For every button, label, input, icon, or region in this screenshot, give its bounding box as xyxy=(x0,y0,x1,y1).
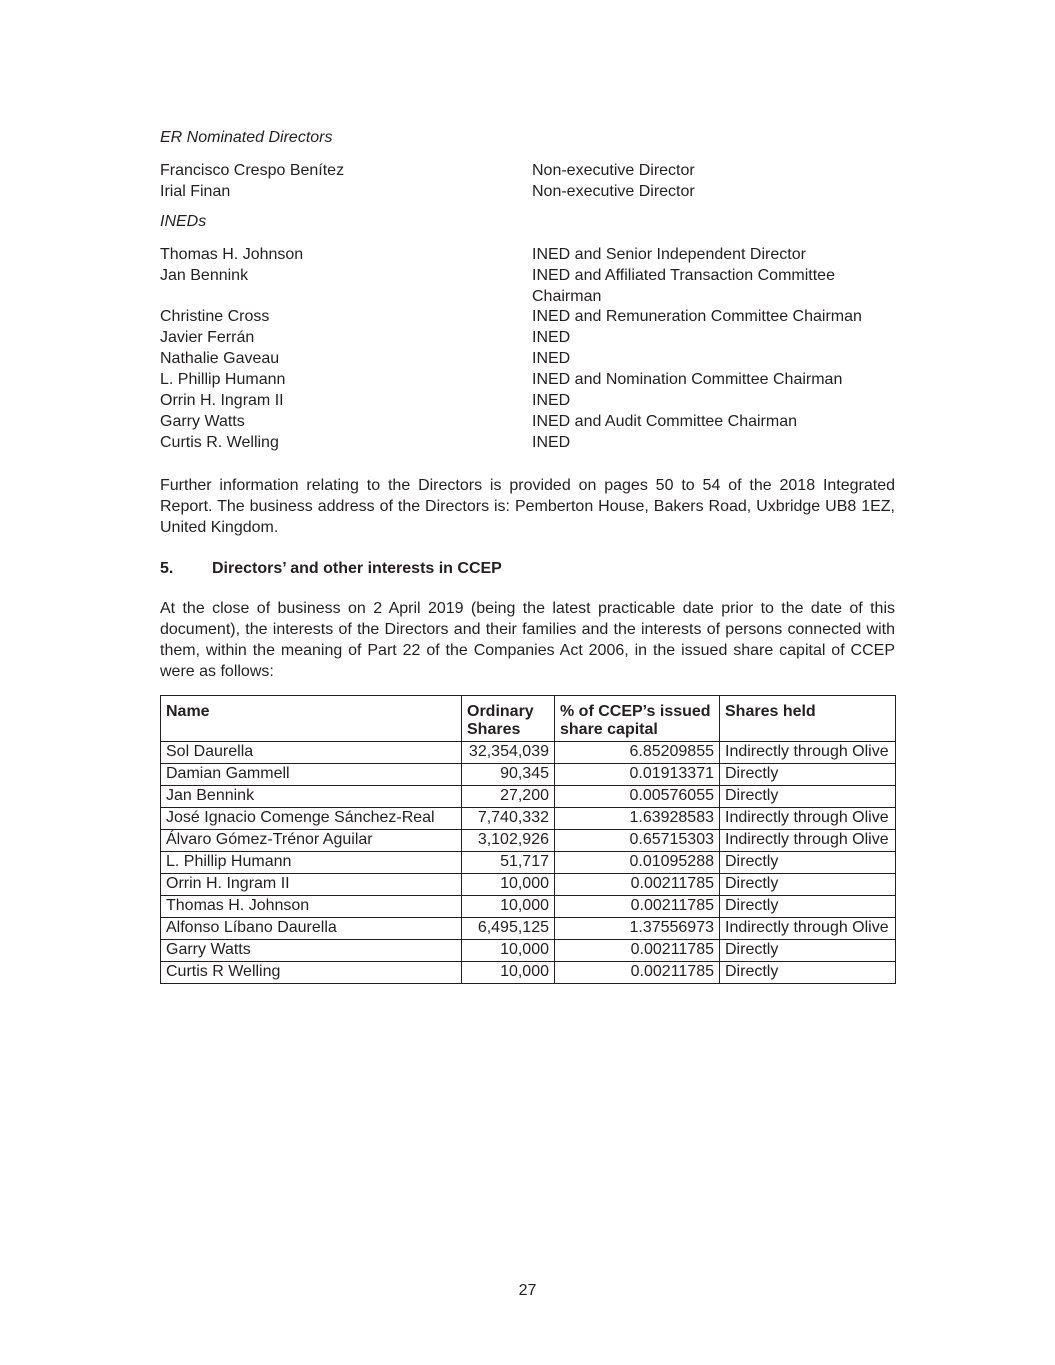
cell-name: L. Phillip Humann xyxy=(161,852,462,874)
cell-ordinary-shares: 3,102,926 xyxy=(462,830,555,852)
cell-name: Thomas H. Johnson xyxy=(161,896,462,918)
cell-pct-share-capital: 0.00211785 xyxy=(555,962,720,984)
cell-shares-held: Indirectly through Olive xyxy=(720,742,896,764)
director-row xyxy=(160,348,895,369)
cell-name: José Ignacio Comenge Sánchez-Real xyxy=(161,808,462,830)
cell-ordinary-shares: 10,000 xyxy=(462,896,555,918)
cell-pct-share-capital: 0.00576055 xyxy=(555,786,720,808)
cell-ordinary-shares: 32,354,039 xyxy=(462,742,555,764)
director-name: Jan Bennink xyxy=(160,267,249,284)
header-name: Name xyxy=(161,696,462,742)
section-number: 5. xyxy=(160,560,174,577)
cell-ordinary-shares: 90,345 xyxy=(462,764,555,786)
director-name: Garry Watts xyxy=(160,413,245,430)
director-row xyxy=(160,390,895,411)
cell-pct-share-capital: 0.01095288 xyxy=(555,852,720,874)
director-row xyxy=(160,327,895,348)
cell-shares-held: Directly xyxy=(720,786,896,808)
cell-ordinary-shares: 10,000 xyxy=(462,874,555,896)
table-row xyxy=(161,918,896,940)
header-pct-share-capital: % of CCEP’s issued share capital xyxy=(555,696,720,742)
cell-pct-share-capital: 0.00211785 xyxy=(555,896,720,918)
cell-ordinary-shares: 10,000 xyxy=(462,962,555,984)
director-row xyxy=(160,160,895,181)
cell-ordinary-shares: 27,200 xyxy=(462,786,555,808)
cell-shares-held: Directly xyxy=(720,852,896,874)
page-number: 27 xyxy=(518,1282,537,1299)
director-role: INED xyxy=(532,329,571,346)
table-row xyxy=(161,852,896,874)
director-name: Irial Finan xyxy=(160,183,231,200)
cell-pct-share-capital: 0.01913371 xyxy=(555,764,720,786)
cell-name: Jan Bennink xyxy=(161,786,462,808)
table-row xyxy=(161,742,896,764)
director-role: Non-executive Director xyxy=(532,162,695,179)
table-row xyxy=(161,808,896,830)
section-title: Directors’ and other interests in CCEP xyxy=(212,560,502,577)
director-name: Curtis R. Welling xyxy=(160,434,279,451)
table-row xyxy=(161,962,896,984)
director-role: INED xyxy=(532,350,571,367)
er-nominated-heading: ER Nominated Directors xyxy=(160,129,333,146)
table-row xyxy=(161,874,896,896)
director-name: Christine Cross xyxy=(160,308,270,325)
table-row xyxy=(161,830,896,852)
header-ordinary-shares: Ordinary Shares xyxy=(462,696,555,742)
cell-name: Garry Watts xyxy=(161,940,462,962)
director-row xyxy=(160,181,895,202)
director-role: INED and Audit Committee Chairman xyxy=(532,413,797,430)
director-role: INED and Remuneration Committee Chairman xyxy=(532,308,862,325)
ineds-heading: INEDs xyxy=(160,213,207,230)
director-role: INED xyxy=(532,392,571,409)
cell-name: Orrin H. Ingram II xyxy=(161,874,462,896)
director-role: INED and Affiliated Transaction Committee Chairman xyxy=(532,267,835,305)
director-name: Francisco Crespo Benítez xyxy=(160,162,345,179)
director-row xyxy=(160,432,895,453)
cell-name: Curtis R Welling xyxy=(161,962,462,984)
director-name: Orrin H. Ingram II xyxy=(160,392,284,409)
header-shares-held: Shares held xyxy=(720,696,896,742)
director-row xyxy=(160,369,895,390)
section-heading xyxy=(160,558,502,579)
director-role: INED and Nomination Committee Chairman xyxy=(532,371,843,388)
cell-name: Álvaro Gómez-Trénor Aguilar xyxy=(161,830,462,852)
table-row xyxy=(161,764,896,786)
cell-ordinary-shares: 51,717 xyxy=(462,852,555,874)
cell-ordinary-shares: 6,495,125 xyxy=(462,918,555,940)
director-row xyxy=(160,306,895,327)
cell-pct-share-capital: 6.85209855 xyxy=(555,742,720,764)
cell-shares-held: Indirectly through Olive xyxy=(720,808,896,830)
director-name: Javier Ferrán xyxy=(160,329,255,346)
table-row xyxy=(161,940,896,962)
cell-name: Sol Daurella xyxy=(161,742,462,764)
cell-ordinary-shares: 10,000 xyxy=(462,940,555,962)
section-intro-paragraph: At the close of business on 2 April 2019 (being the latest practicable date prior to the date of this document), the interests of the Directors and their families and the interests of persons connected with them, within the meaning of Part 22 of the Companies Act 2006, in the issued share capital of CCEP were as follows: xyxy=(160,600,895,680)
cell-ordinary-shares: 7,740,332 xyxy=(462,808,555,830)
director-name: Thomas H. Johnson xyxy=(160,246,304,263)
table-row xyxy=(161,786,896,808)
director-name: L. Phillip Humann xyxy=(160,371,286,388)
director-row xyxy=(160,244,895,265)
director-row xyxy=(160,265,895,307)
cell-shares-held: Directly xyxy=(720,940,896,962)
director-role: INED xyxy=(532,434,571,451)
director-role: Non-executive Director xyxy=(532,183,695,200)
director-name: Nathalie Gaveau xyxy=(160,350,280,367)
cell-shares-held: Directly xyxy=(720,896,896,918)
table-header-row xyxy=(161,696,896,742)
director-row xyxy=(160,411,895,432)
cell-name: Alfonso Líbano Daurella xyxy=(161,918,462,940)
director-role: INED and Senior Independent Director xyxy=(532,246,806,263)
cell-shares-held: Directly xyxy=(720,764,896,786)
table-row xyxy=(161,896,896,918)
cell-shares-held: Directly xyxy=(720,962,896,984)
cell-shares-held: Indirectly through Olive xyxy=(720,830,896,852)
cell-pct-share-capital: 1.63928583 xyxy=(555,808,720,830)
further-info-paragraph: Further information relating to the Directors is provided on pages 50 to 54 of the 2018 Integrated Report. The business address of the Directors is: Pemberton House, Bakers Road, Uxbridge UB8 1EZ, United Kingdom. xyxy=(160,477,895,536)
interests-table xyxy=(160,695,896,984)
cell-pct-share-capital: 0.00211785 xyxy=(555,940,720,962)
cell-pct-share-capital: 0.00211785 xyxy=(555,874,720,896)
cell-pct-share-capital: 0.65715303 xyxy=(555,830,720,852)
cell-shares-held: Directly xyxy=(720,874,896,896)
cell-shares-held: Indirectly through Olive xyxy=(720,918,896,940)
cell-pct-share-capital: 1.37556973 xyxy=(555,918,720,940)
cell-name: Damian Gammell xyxy=(161,764,462,786)
